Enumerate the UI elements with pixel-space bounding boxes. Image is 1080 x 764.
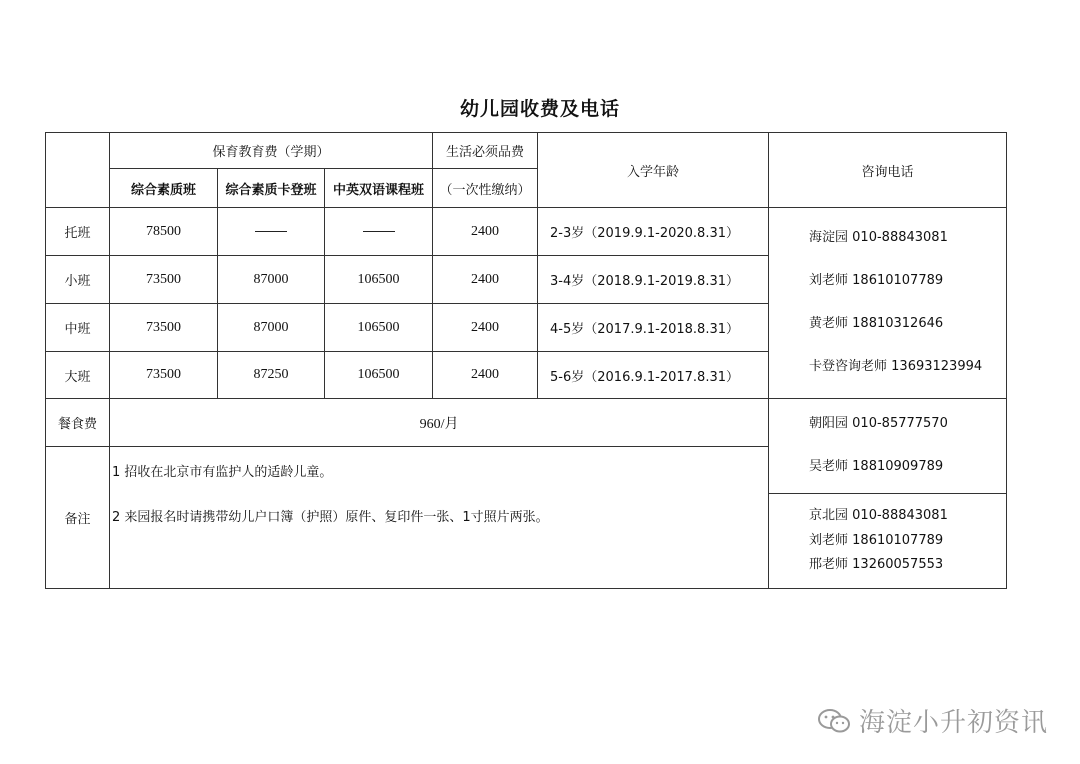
contact-line: 卡登咨询老师 13693123994 bbox=[809, 358, 983, 374]
remark-item: 1 招收在北京市有监护人的适龄儿童。 bbox=[112, 465, 333, 480]
table-row bbox=[46, 208, 1007, 256]
row-label: 小班 bbox=[46, 256, 110, 304]
contact-line: 京北园 010-88843081 bbox=[809, 507, 948, 523]
supplies-header: 生活必须品费 bbox=[433, 133, 538, 169]
row-label: 大班 bbox=[46, 352, 110, 399]
class-b-fee: 87000 bbox=[218, 256, 325, 304]
class-c-fee: 106500 bbox=[325, 256, 433, 304]
watermark-text: 海淀小升初资讯 bbox=[858, 708, 1048, 738]
header-corner-cell bbox=[46, 133, 110, 208]
supplies-note: （一次性缴纳） bbox=[433, 169, 538, 208]
age-range: 5-6岁（2016.9.1-2017.8.31） bbox=[538, 352, 769, 399]
wechat-watermark bbox=[817, 702, 1048, 739]
contact-line: 邢老师 13260057553 bbox=[809, 557, 944, 573]
class-c-fee: 106500 bbox=[325, 304, 433, 352]
meal-label: 餐食费 bbox=[46, 399, 110, 447]
fee-table bbox=[45, 132, 1007, 589]
class-c-fee: 106500 bbox=[325, 352, 433, 399]
tuition-header: 保育教育费（学期） bbox=[110, 133, 433, 169]
age-range: 2-3岁（2019.9.1-2020.8.31） bbox=[538, 208, 769, 256]
meal-fee: 960/月 bbox=[110, 399, 769, 447]
supplies-fee: 2400 bbox=[433, 256, 538, 304]
class-a-header: 综合素质班 bbox=[110, 169, 218, 208]
phone-header: 咨询电话 bbox=[769, 133, 1007, 208]
dash-mark bbox=[255, 231, 287, 232]
class-b-header: 综合素质卡登班 bbox=[218, 169, 325, 208]
row-label: 托班 bbox=[46, 208, 110, 256]
jingbei-contacts bbox=[769, 494, 1007, 589]
class-a-fee: 78500 bbox=[110, 208, 218, 256]
contact-line: 刘老师 18610107789 bbox=[809, 532, 944, 548]
class-c-header: 中英双语课程班 bbox=[325, 169, 433, 208]
class-b-fee: 87000 bbox=[218, 304, 325, 352]
class-a-fee: 73500 bbox=[110, 304, 218, 352]
age-range: 4-5岁（2017.9.1-2018.8.31） bbox=[538, 304, 769, 352]
supplies-fee: 2400 bbox=[433, 352, 538, 399]
haidian-contacts bbox=[769, 208, 1007, 399]
meal-row bbox=[46, 399, 1007, 447]
dash-mark bbox=[363, 231, 395, 232]
age-header: 入学年龄 bbox=[538, 133, 769, 208]
contact-line: 朝阳园 010-85777570 bbox=[809, 416, 948, 432]
contact-line: 海淀园 010-88843081 bbox=[809, 230, 948, 246]
remarks-label: 备注 bbox=[46, 447, 110, 589]
page-title: 幼儿园收费及电话 bbox=[459, 98, 620, 120]
class-c-fee-empty bbox=[325, 208, 433, 256]
supplies-fee: 2400 bbox=[433, 304, 538, 352]
contact-line: 刘老师 18610107789 bbox=[809, 273, 944, 289]
class-a-fee: 73500 bbox=[110, 352, 218, 399]
class-b-fee-empty bbox=[218, 208, 325, 256]
remarks-content bbox=[110, 447, 769, 589]
supplies-fee: 2400 bbox=[433, 208, 538, 256]
wechat-icon bbox=[817, 708, 851, 734]
class-b-fee: 87250 bbox=[218, 352, 325, 399]
age-range: 3-4岁（2018.9.1-2019.8.31） bbox=[538, 256, 769, 304]
contact-line: 黄老师 18810312646 bbox=[809, 316, 944, 331]
class-a-fee: 73500 bbox=[110, 256, 218, 304]
remark-item: 2 来园报名时请携带幼儿户口簿（护照）原件、复印件一张、1寸照片两张。 bbox=[112, 510, 549, 525]
contact-line: 吴老师 18810909789 bbox=[809, 459, 944, 474]
row-label: 中班 bbox=[46, 304, 110, 352]
chaoyang-contacts bbox=[769, 399, 1007, 494]
